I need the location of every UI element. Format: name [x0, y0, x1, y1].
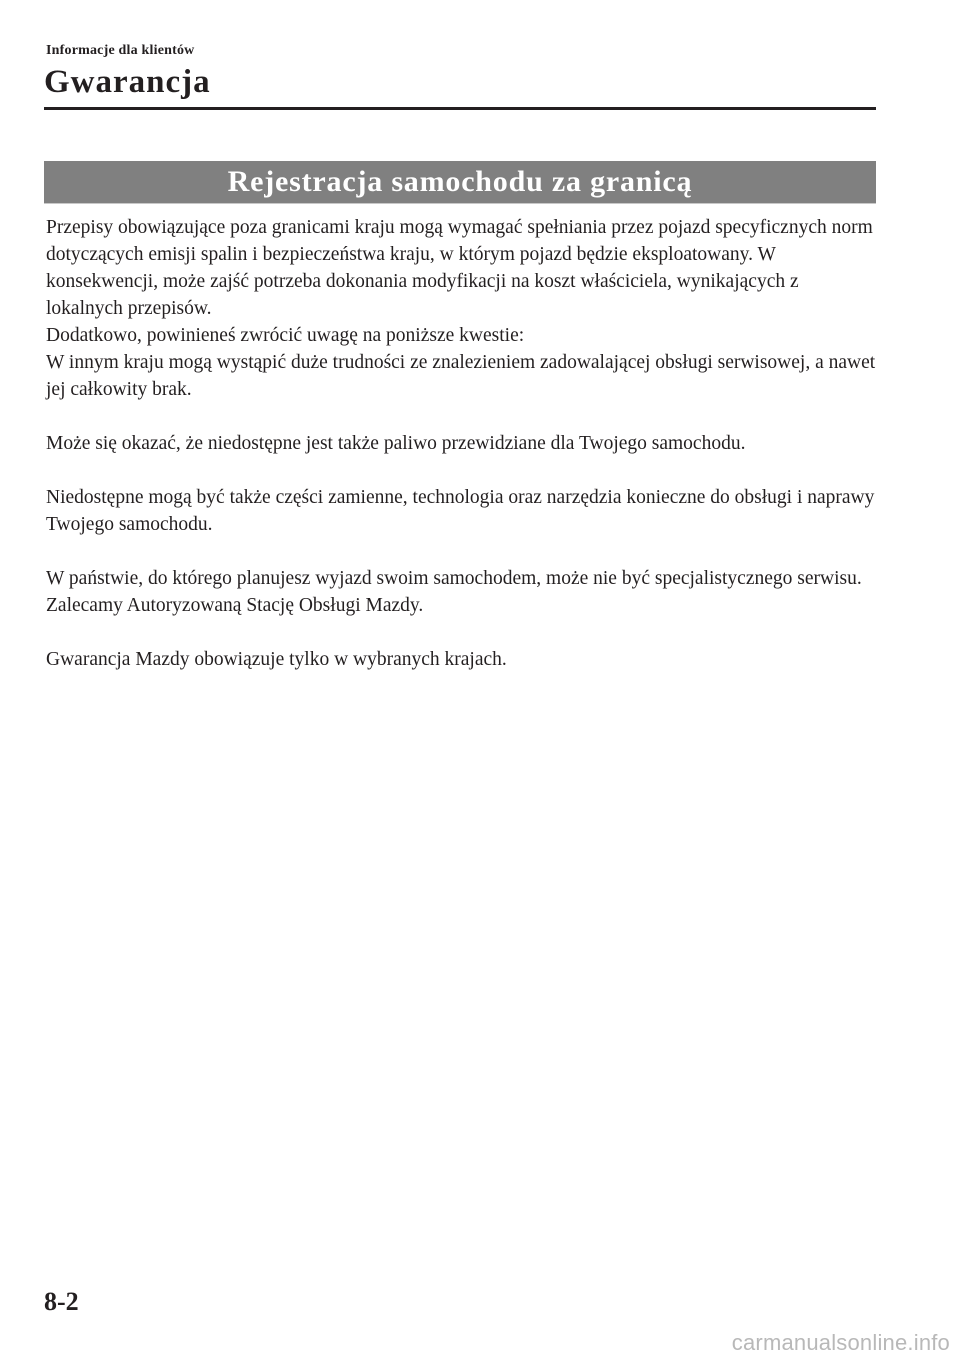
paragraph-warranty-countries: Gwarancja Mazdy obowiązuje tylko w wybranych krajach. — [46, 649, 507, 670]
section-label: Informacje dla klientów — [46, 43, 195, 58]
section-banner: Rejestracja samochodu za granicą — [44, 161, 876, 204]
header-rule — [44, 107, 876, 110]
paragraph-fuel-availability: Może się okazać, że niedostępne jest także paliwo przewidziane dla Twojego samochodu. — [46, 433, 746, 454]
paragraph-specialist-service: W państwie, do którego planujesz wyjazd swoim samochodem, może nie być specjalistycznego serwisu. Zalecamy Autoryzowaną Stację Obsługi Mazdy. — [46, 568, 862, 616]
paragraph-emission-norms: Przepisy obowiązujące poza granicami kraju mogą wymagać spełniania przez pojazd specyficznych norm dotyczących emisji spalin i bezpieczeństwa kraju, w którym pojazd będzie eksploatowany. W konsekwencji, może zajść potrzeba dokonania modyfikacji na koszt właściciela, wynikających z lokalnych przepisów. — [46, 217, 873, 319]
paragraph-parts-availability: Niedostępne mogą być także części zamienne, technologia oraz narzędzia konieczne do obsługi i naprawy Twojego samochodu. — [46, 487, 875, 535]
paragraph-additional-notes: Dodatkowo, powinieneś zwrócić uwagę na poniższe kwestie: — [46, 325, 525, 346]
chapter-title: Gwarancja — [44, 64, 211, 100]
watermark-text: carmanualsonline.info — [731, 1330, 950, 1355]
paragraph-service-availability: W innym kraju mogą wystąpić duże trudności ze znalezieniem zadowalającej obsługi serwisowej, a nawet jej całkowity brak. — [46, 352, 876, 400]
body-content — [46, 214, 876, 673]
page-number: 8-2 — [44, 1287, 79, 1316]
